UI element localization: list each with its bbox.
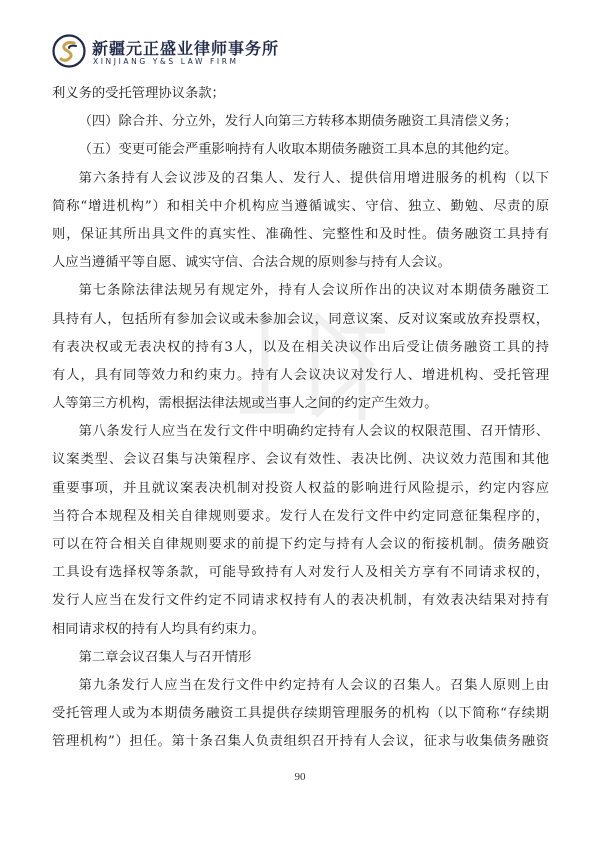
text-line: 重要事项，并且就议案表决机制对投资人权益的影响进行风险提示，约定内容应 [52,480,549,496]
letterhead [52,30,552,74]
firm-name-chinese: 新疆元正盛业律师事务所 [92,39,280,58]
text-line: 第六条持有人会议涉及的召集人、发行人、提供信用增进服务的机构（以下 [78,170,549,186]
text-line: 有表决权或无表决权的持有3人，以及在相关决议作出后受让债务融资工具的持 [52,339,549,355]
text-line: 具持有人，包括所有参加会议或未参加会议，同意议案、反对议案或放弃投票权， [52,311,549,327]
text-line: 管理机构”）担任。第十条召集人负责组织召开持有人会议，征求与收集债务融资 [52,734,549,750]
firm-logo-icon [52,34,86,68]
text-line: 利义务的受托管理协议条款； [52,86,225,101]
text-line: 第八条发行人应当在发行文件中明确约定持有人会议的权限范围、召开情形、 [78,424,549,440]
text-line: 相同请求权的持有人均具有约束力。 [52,621,265,637]
firm-name-english: XINJIANG Y&S LAW FIRM [93,57,239,66]
text-line: 第九条发行人应当在发行文件中约定持有人会议的召集人。召集人原则上由 [78,677,549,693]
text-line: 简称“增进机构”）和相关中介机构应当遵循诚实、守信、独立、勤勉、尽责的原 [52,198,549,214]
document-body [52,80,549,757]
text-line: 人应当遵循平等自愿、诚实守信、合法合规的原则参与持有人会议。 [52,255,451,271]
text-line: 发行人应当在发行文件约定不同请求权持有人的表决机制，有效表决结果对持有 [52,593,549,609]
text-line: 工具设有选择权等条款，可能导致持有人对发行人及相关方享有不同请求权的， [52,565,549,581]
text-line: （四）除合并、分立外，发行人向第三方转移本期债务融资工具清偿义务； [78,114,518,130]
page-number: 90 [294,771,306,783]
text-line: 受托管理人或为本期债务融资工具提供存续期管理服务的机构（以下简称“存续期 [52,706,549,722]
text-line: 人等第三方机构，需根据法律法规或当事人之间的约定产生效力。 [52,396,438,412]
text-line: 当符合本规程及相关自律规则要求。发行人在发行文件中约定同意征集程序的， [52,508,549,524]
text-line: 则，保证其所出具文件的真实性、准确性、完整性和及时性。债务融资工具持有 [52,226,549,242]
text-line: 有人，具有同等效力和约束力。持有人会议决议对发行人、增进机构、受托管理 [52,367,549,383]
text-line: 可以在符合相关自律规则要求的前提下约定与持有人会议的衔接机制。债务融资 [52,537,549,552]
chapter-heading: 第二章会议召集人与召开情形 [78,649,252,665]
text-line: 第七条除法律法规另有规定外，持有人会议所作出的决议对本期债务融资工 [78,283,549,299]
text-line: 议案类型、会议召集与决策程序、会议有效性、表决比例、决议效力范围和其他 [52,452,549,468]
text-line: （五）变更可能会严重影响持有人收取本期债务融资工具本息的其他约定。 [78,142,518,158]
